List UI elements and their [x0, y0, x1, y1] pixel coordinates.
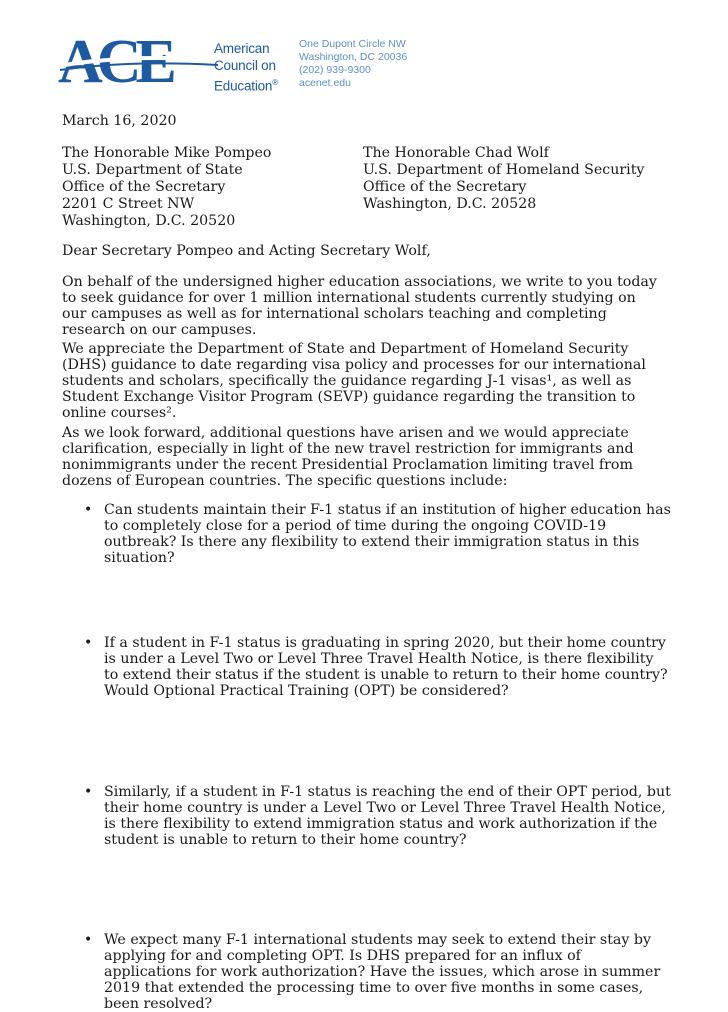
- contact-phone: (202) 939-9300: [299, 64, 371, 76]
- list-item: [62, 784, 672, 848]
- address-line: The Honorable Mike Pompeo: [62, 145, 272, 161]
- address-line: The Honorable Chad Wolf: [363, 145, 549, 161]
- bullet-icon: •: [84, 932, 93, 948]
- contact-block: [299, 38, 407, 90]
- address-line: 2201 C Street NW: [62, 196, 195, 212]
- paragraph-questions: As we look forward, additional questions have arisen and we would appreciate clarification, especially in light of the new travel restriction for immigrants and nonimmigrants under the recent Presidential Proclamation limiting travel from dozens of European countries. The specific questions include:: [62, 425, 634, 489]
- bullet-icon: •: [84, 784, 93, 800]
- address-line: U.S. Department of State: [62, 162, 243, 178]
- paragraph-appreciation: We appreciate the Department of State and Department of Homeland Security (DHS) guidance to date regarding visa policy and processes for our international students and scholars, specifically the guidance regarding J-1 visas¹, as well as Student Exchange Visitor Program (SEVP) guidance regarding the transition to online courses².: [62, 341, 646, 421]
- recipient-address-right: [363, 145, 644, 213]
- list-item-text: Similarly, if a student in F-1 status is reaching the end of their OPT period, but their home country is under a Level Two or Level Three Travel Health Notice, is there flexibility to extend immigration status and work authorization if the student is unable to return to their home country?: [104, 784, 671, 848]
- list-item: [62, 635, 672, 699]
- contact-street: One Dupont Circle NW: [299, 38, 406, 50]
- address-line: Office of the Secretary: [62, 179, 226, 195]
- recipient-address-left: [62, 145, 271, 230]
- bullet-icon: •: [84, 635, 93, 651]
- ace-logo: [58, 30, 288, 95]
- address-line: Washington, D.C. 20520: [62, 213, 236, 229]
- address-line: Washington, D.C. 20528: [363, 196, 537, 212]
- svg-text:ACE: ACE: [58, 30, 171, 92]
- list-item-text: If a student in F-1 status is graduating in spring 2020, but their home country is under a Level Two or Level Three Travel Health Notice, is there flexibility to extend their status if the student is unable to return to their home country? Would Optional Practical Training (OPT) be considered?: [104, 635, 668, 699]
- address-line: U.S. Department of Homeland Security: [363, 162, 645, 178]
- bullet-icon: •: [84, 502, 93, 518]
- address-line: Office of the Secretary: [363, 179, 527, 195]
- salutation: Dear Secretary Pompeo and Acting Secretary Wolf,: [62, 243, 431, 259]
- contact-city: Washington, DC 20036: [299, 51, 408, 63]
- list-item-text: Can students maintain their F-1 status if an institution of higher education has to completely close for a period of time during the ongoing COVID-19 outbreak? Is there any flexibility to extend their immigration status in this situation?: [104, 502, 671, 566]
- org-name-line: Council on: [214, 58, 276, 73]
- letter-date: March 16, 2020: [62, 113, 177, 129]
- contact-website[interactable]: acenet.edu: [299, 77, 351, 89]
- list-item-text: We expect many F-1 international students may seek to extend their stay by applying for and completing OPT. Is DHS prepared for an influx of applications for work authorization? Have the issues, which arose in summer 2019 that extended the processing time to over five months in some cases, been resolved?: [104, 932, 661, 1012]
- ace-logo-mark: [58, 30, 218, 92]
- org-name-line: American: [214, 41, 270, 56]
- org-name-line: Education®: [214, 78, 278, 94]
- org-name: [214, 40, 278, 95]
- list-item: [62, 932, 672, 1012]
- question-list: [62, 502, 672, 1012]
- paragraph-intro: On behalf of the undersigned higher education associations, we write to you today to seek guidance for over 1 million international students currently studying on our campuses as well as for international scholars teaching and completing research on our campuses.: [62, 274, 657, 338]
- list-item: [62, 502, 672, 566]
